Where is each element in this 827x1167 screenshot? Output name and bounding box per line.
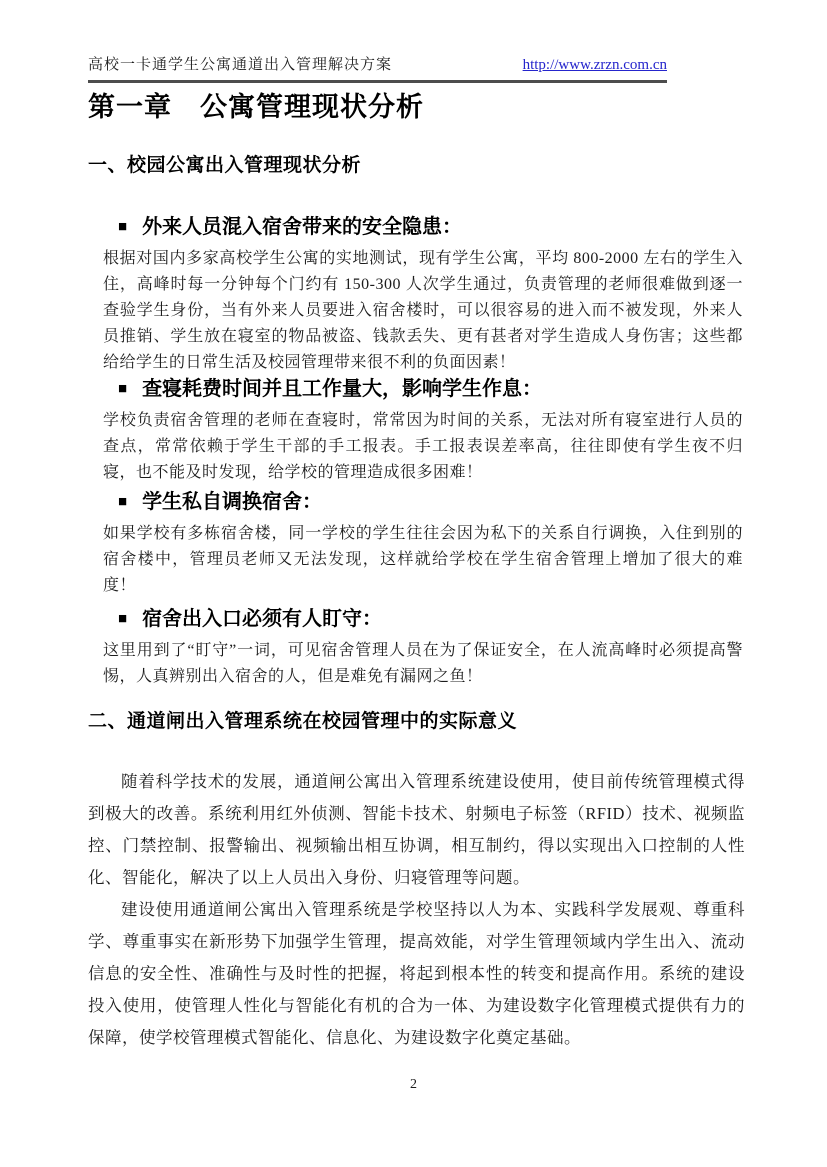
section-2-paragraph-2: 建设使用通道闸公寓出入管理系统是学校坚持以人为本、实践科学发展观、尊重科学、尊重事实在新形势下加强学生管理，提高效能，对学生管理领域内学生出入、流动信息的安全性、准确性与及时性的把握，将起到根本性的转变和提高作用。系统的建设投入使用，使管理人性化与智能化有机的合为一体、为建设数字化管理模式提供有力的保障，使学校管理模式智能化、信息化、为建设数字化奠定基础。 xyxy=(88,900,745,1047)
content-column xyxy=(88,154,745,1054)
section-1-heading: 一、校园公寓出入管理现状分析 xyxy=(88,155,362,176)
page-header xyxy=(88,55,667,83)
bullet-1-body: 根据对国内多家高校学生公寓的实地测试，现有学生公寓，平均 800-2000 左右的学生入住，高峰时每一分钟每个门约有 150-300 人次学生通过，负责管理的老师很难做到逐一查验学生身份，当有外来人员要进入宿舍楼时，可以很容易的进入而不被发现，外来人员推销、学生放在寝室的物品被盗、钱款丢失、更有甚者对学生造成人身伤害；这些都给给学生的日常生活及校园管理带来很不利的负面因素！ xyxy=(103,250,743,371)
bullet-4-title: 宿舍出入口必须有人盯守： xyxy=(142,608,383,630)
bullet-2-title: 查寝耗费时间并且工作量大，影响学生作息： xyxy=(142,378,543,400)
bullet-2-heading xyxy=(88,376,745,402)
section-2-paragraph-1: 随着科学技术的发展，通道闸公寓出入管理系统建设使用，使目前传统管理模式得到极大的改善。系统利用红外侦测、智能卡技术、射频电子标签（RFID）技术、视频监控、门禁控制、报警输出、视频输出相互协调，相互制约，得以实现出入口控制的人性化、智能化，解决了以上人员出入身份、归寝管理等问题。 xyxy=(88,772,745,887)
square-bullet-icon: ■ xyxy=(118,218,128,235)
bullet-1-title: 外来人员混入宿舍带来的安全隐患： xyxy=(142,216,463,238)
bullet-4-heading xyxy=(88,606,745,632)
section-2-heading: 二、通道闸出入管理系统在校园管理中的实际意义 xyxy=(88,711,518,732)
square-bullet-icon: ■ xyxy=(118,493,128,510)
bullet-3-title: 学生私自调换宿舍： xyxy=(142,491,323,513)
bullet-4-body: 这里用到了“盯守”一词，可见宿舍管理人员在为了保证安全，在人流高峰时必须提高警惕，人真辨别出入宿舍的人，但是难免有漏网之鱼！ xyxy=(103,642,743,685)
bullet-3-body: 如果学校有多栋宿舍楼，同一学校的学生往往会因为私下的关系自行调换，入住到别的宿舍楼中，管理员老师又无法发现，这样就给学校在学生宿舍管理上增加了很大的难度！ xyxy=(103,525,743,594)
chapter-title: 第一章 公寓管理现状分析 xyxy=(88,92,424,122)
bullet-3-heading xyxy=(88,489,745,515)
bullet-1-heading xyxy=(88,214,745,240)
page-number: 2 xyxy=(410,1077,417,1092)
bullet-2-body: 学校负责宿舍管理的老师在查寝时，常常因为时间的关系，无法对所有寝室进行人员的查点，常常依赖于学生干部的手工报表。手工报表误差率高，往往即使有学生夜不归寝，也不能及时发现，给学校的管理造成很多困难！ xyxy=(103,412,743,481)
header-url-link[interactable]: http://www.zrzn.com.cn xyxy=(522,57,667,73)
square-bullet-icon: ■ xyxy=(118,380,128,397)
header-title: 高校一卡通学生公寓通道出入管理解决方案 xyxy=(88,57,393,73)
square-bullet-icon: ■ xyxy=(118,610,128,627)
